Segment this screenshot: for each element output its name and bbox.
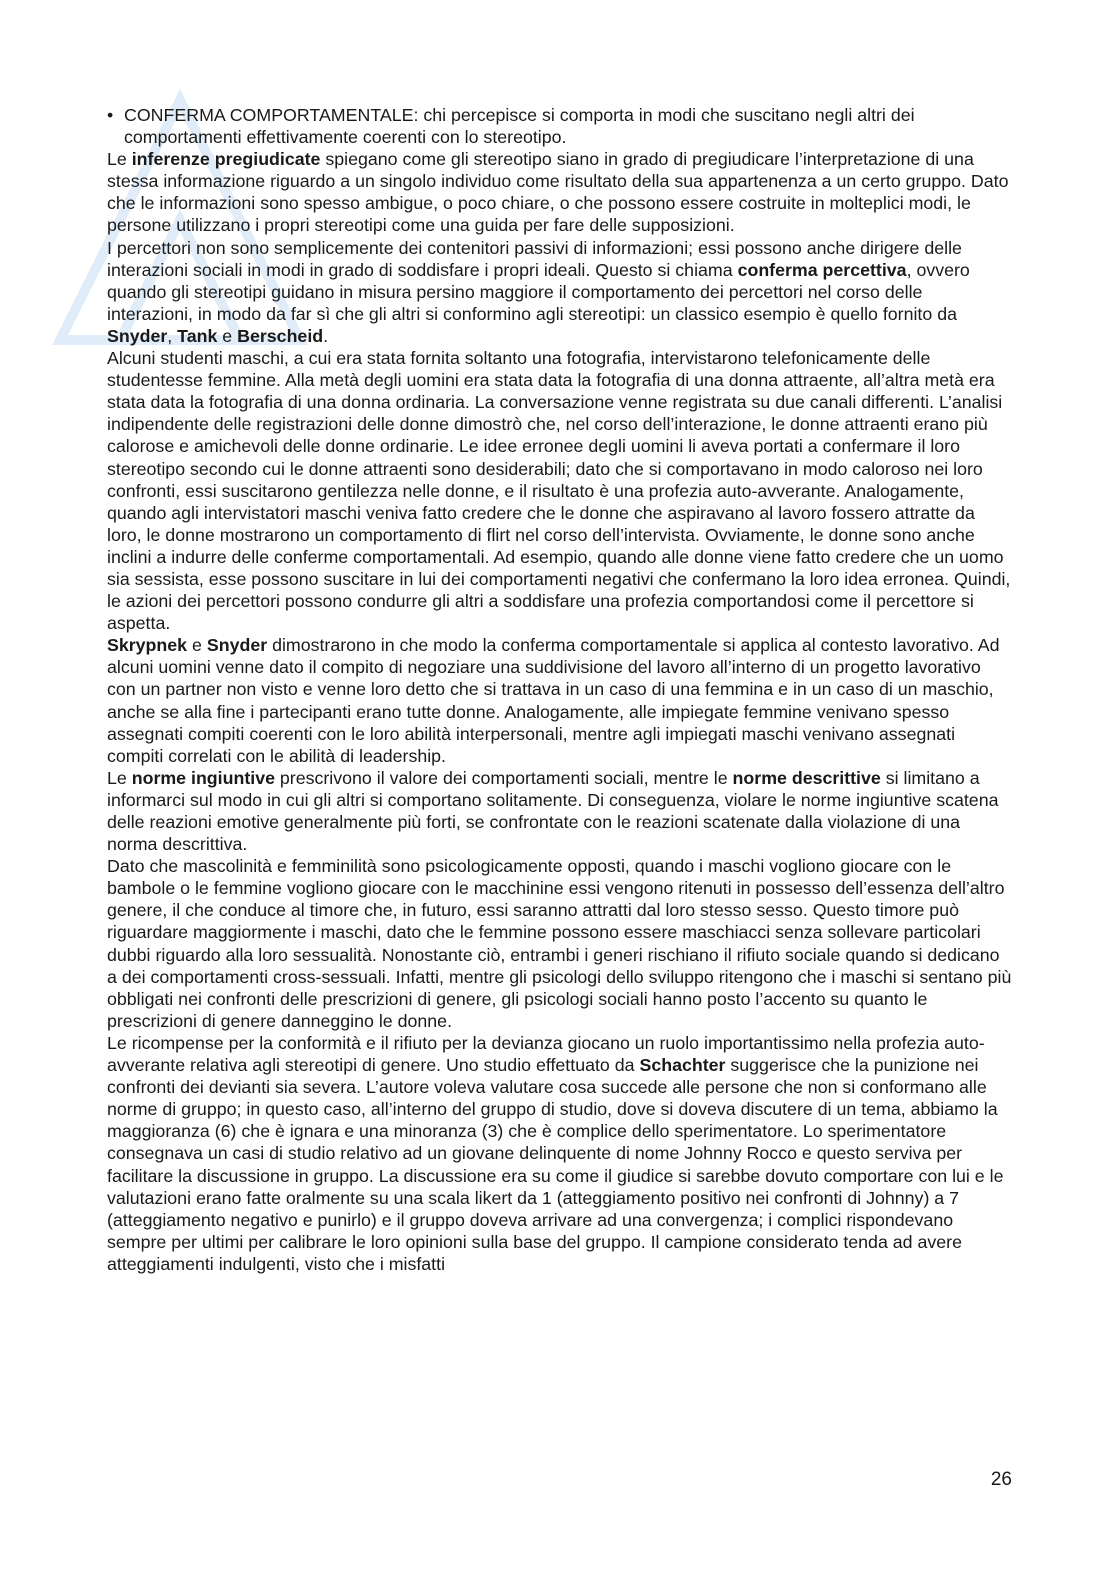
- bold-author: Berscheid: [237, 325, 324, 346]
- bullet-item: [107, 104, 1012, 148]
- paragraph-mascolinita: [107, 855, 1012, 1032]
- bold-author: Snyder: [206, 635, 268, 656]
- paragraph-inferenze: [107, 148, 1012, 236]
- bold-author: Tank: [177, 325, 218, 346]
- document-body: [107, 104, 1012, 1275]
- text-run: .: [323, 325, 329, 346]
- text-run: si limitano a informarci sul modo in cui gli altri si comportano solitamente. Di conseguenza, violare le norme ingiuntive scatena delle reazioni emotive generalmente più forti, se confrontate con le reazioni scatenate dalla violazione di una norma descrittiva.: [107, 767, 999, 855]
- text-run: Le ricompense per la conformità e il rifiuto per la devianza giocano un ruolo importantissimo nella profezia auto-avverante relativa agli stereotipi di genere. Uno studio effettuato da: [107, 1032, 985, 1076]
- text-run: I percettori non sono semplicemente dei contenitori passivi di informazioni; essi possono anche dirigere delle interazioni sociali in modi in grado di soddisfare i propri ideali. Questo si chiama: [107, 237, 962, 280]
- page-number: 26: [990, 1469, 1012, 1490]
- paragraph-skrypnek: [107, 634, 1012, 767]
- bullet-text: : chi percepisce si comporta in modi che suscitano negli altri dei comportamenti effettivamente coerenti con lo stereotipo.: [124, 105, 915, 148]
- text-run: Alcuni studenti maschi, a cui era stata fornita soltanto una fotografia, intervistarono telefonicamente delle studentesse femmine. Alla metà degli uomini era stata data la fotografia di una donna attraente, all’altra metà era stata data la fotografia di una donna ordinaria. La conversazione venne registrata su due canali differenti. L’analisi indipendente delle registrazioni delle donne dimostrò che, nel corso dell’interazione, le donne attraenti erano più calorose e amichevoli delle donne ordinarie. Le idee erronee degli uomini li aveva portati a confermare il loro stereotipo secondo cui le donne attraenti sono desiderabili; dato che si comportavano in modo caloroso nei loro confronti, essi suscitarono gentilezza nelle donne, e il risultato è una profezia auto-avverante. Analogamente, quando agli intervistatori maschi veniva fatto credere che le donne che aspiravano al lavoro fossero attratte da loro, le donne mostrarono un comportamento di flirt nel corso dell’intervista. Ovviamente, le donne sono anche inclini a indurre delle conferme comportamentali. Ad esempio, quando alle donne viene fatto credere che un uomo sia sessista, esse possono suscitare in lui dei comportamenti negativi che confermano la loro idea erronea. Quindi, le azioni dei percettori possono condurre gli altri a soddisfare una profezia comportandosi come il percettore si aspetta.: [107, 348, 1011, 634]
- text-run: dimostrarono in che modo la conferma comportamentale si applica al contesto lavorativo. Ad alcuni uomini venne dato il compito di negoziare una suddivisione del lavoro all’interno di un progetto lavorativo con un partner non visto e venne loro detto che si trattava in un caso di una femmina e in un caso di un maschio, anche se alla fine i partecipanti erano tutte donne. Analogamente, alle impiegate femmine venivano spesso assegnati compiti coerenti con le loro abilità interpersonali, mentre agli impiegati maschi venivano assegnati compiti correlati con le abilità di leadership.: [107, 635, 1000, 766]
- bullet-term: CONFERMA COMPORTAMENTALE: [124, 105, 414, 125]
- bold-term: norme ingiuntive: [131, 767, 275, 788]
- bold-term: conferma percettiva: [737, 259, 907, 280]
- bold-term: norme descrittive: [732, 767, 881, 788]
- bold-author: Snyder: [107, 325, 168, 346]
- paragraph-norme: [107, 767, 1012, 855]
- paragraph-studio-snyder: [107, 347, 1012, 634]
- bold-author: Schachter: [639, 1055, 726, 1076]
- text-run: Dato che mascolinità e femminilità sono psicologicamente opposti, quando i maschi vogliono giocare con le bambole o le femmine vogliono giocare con le macchinine essi vengono ritenuti in possesso dell’essenza dell’altro genere, il che conduce al timore che, in futuro, essi saranno attratti dal loro stesso sesso. Questo timore può riguardare maggiormente i maschi, dato che le femmine possono essere maschiacci senza sollevare particolari dubbi riguardo alla loro sessualità. Nonostante ciò, entrambi i generi rischiano il rifiuto sociale quando si dedicano a dei comportamenti cross-sessuali. Infatti, mentre gli psicologi dello sviluppo ritengono che i maschi si sentano più obbligati nei confronti delle prescrizioni di genere, gli psicologi sociali hanno posto l’accento su quanto le prescrizioni di genere danneggino le donne.: [107, 856, 1012, 1031]
- paragraph-schachter: [107, 1032, 1012, 1275]
- text-run: Le: [107, 149, 132, 170]
- paragraph-conferma-percettiva: [107, 237, 1012, 347]
- text-run: Le: [107, 767, 132, 788]
- text-run: prescrivono il valore dei comportamenti sociali, mentre le: [274, 767, 733, 788]
- text-run: , ovvero quando gli stereotipi guidano in misura persino maggiore il comportamento dei percettori nel corso delle interazioni, in modo da far sì che gli altri si conformino agli stereotipi: un classico esempio è quello fornito da: [107, 259, 970, 324]
- text-run: suggerisce che la punizione nei confronti dei devianti sia severa. L’autore voleva valutare cosa succede alle persone che non si conformano alle norme di gruppo; in questo caso, all’interno del gruppo di studio, dove si doveva discutere di un tema, abbiamo la maggioranza (6) che è ignara e una minoranza (3) che è complice dello sperimentatore. Lo sperimentatore consegnava un casi di studio relativo ad un giovane delinquente di nome Johnny Rocco e questo serviva per facilitare la discussione in gruppo. La discussione era su come il giudice si sarebbe dovuto comportare con lui e le valutazioni erano fatte oralmente su una scala likert da 1 (atteggiamento positivo nei confronti di Johnny) a 7 (atteggiamento negativo e punirlo) e il gruppo doveva arrivare ad una convergenza; i complici rispondevano sempre per ultimi per calibrare le loro opinioni sulla base del gruppo. Il campione considerato tenda ad avere atteggiamenti indulgenti, visto che i misfatti: [107, 1055, 1004, 1274]
- text-run: spiegano come gli stereotipo siano in grado di pregiudicare l’interpretazione di una stessa informazione riguardo a un singolo individuo come risultato della sua appartenenza a un certo gruppo. Dato che le informazioni sono spesso ambigue, o poco chiare, o che possono essere costruite in molteplici modi, le persone utilizzano i propri stereotipi come una guida per fare delle supposizioni.: [107, 149, 1009, 236]
- text-run: ,: [167, 325, 178, 346]
- bold-author: Skrypnek: [107, 635, 188, 656]
- text-run: e: [217, 325, 238, 346]
- text-run: e: [187, 635, 207, 656]
- bullet-marker: •: [107, 105, 114, 125]
- bold-term: inferenze pregiudicate: [131, 149, 321, 170]
